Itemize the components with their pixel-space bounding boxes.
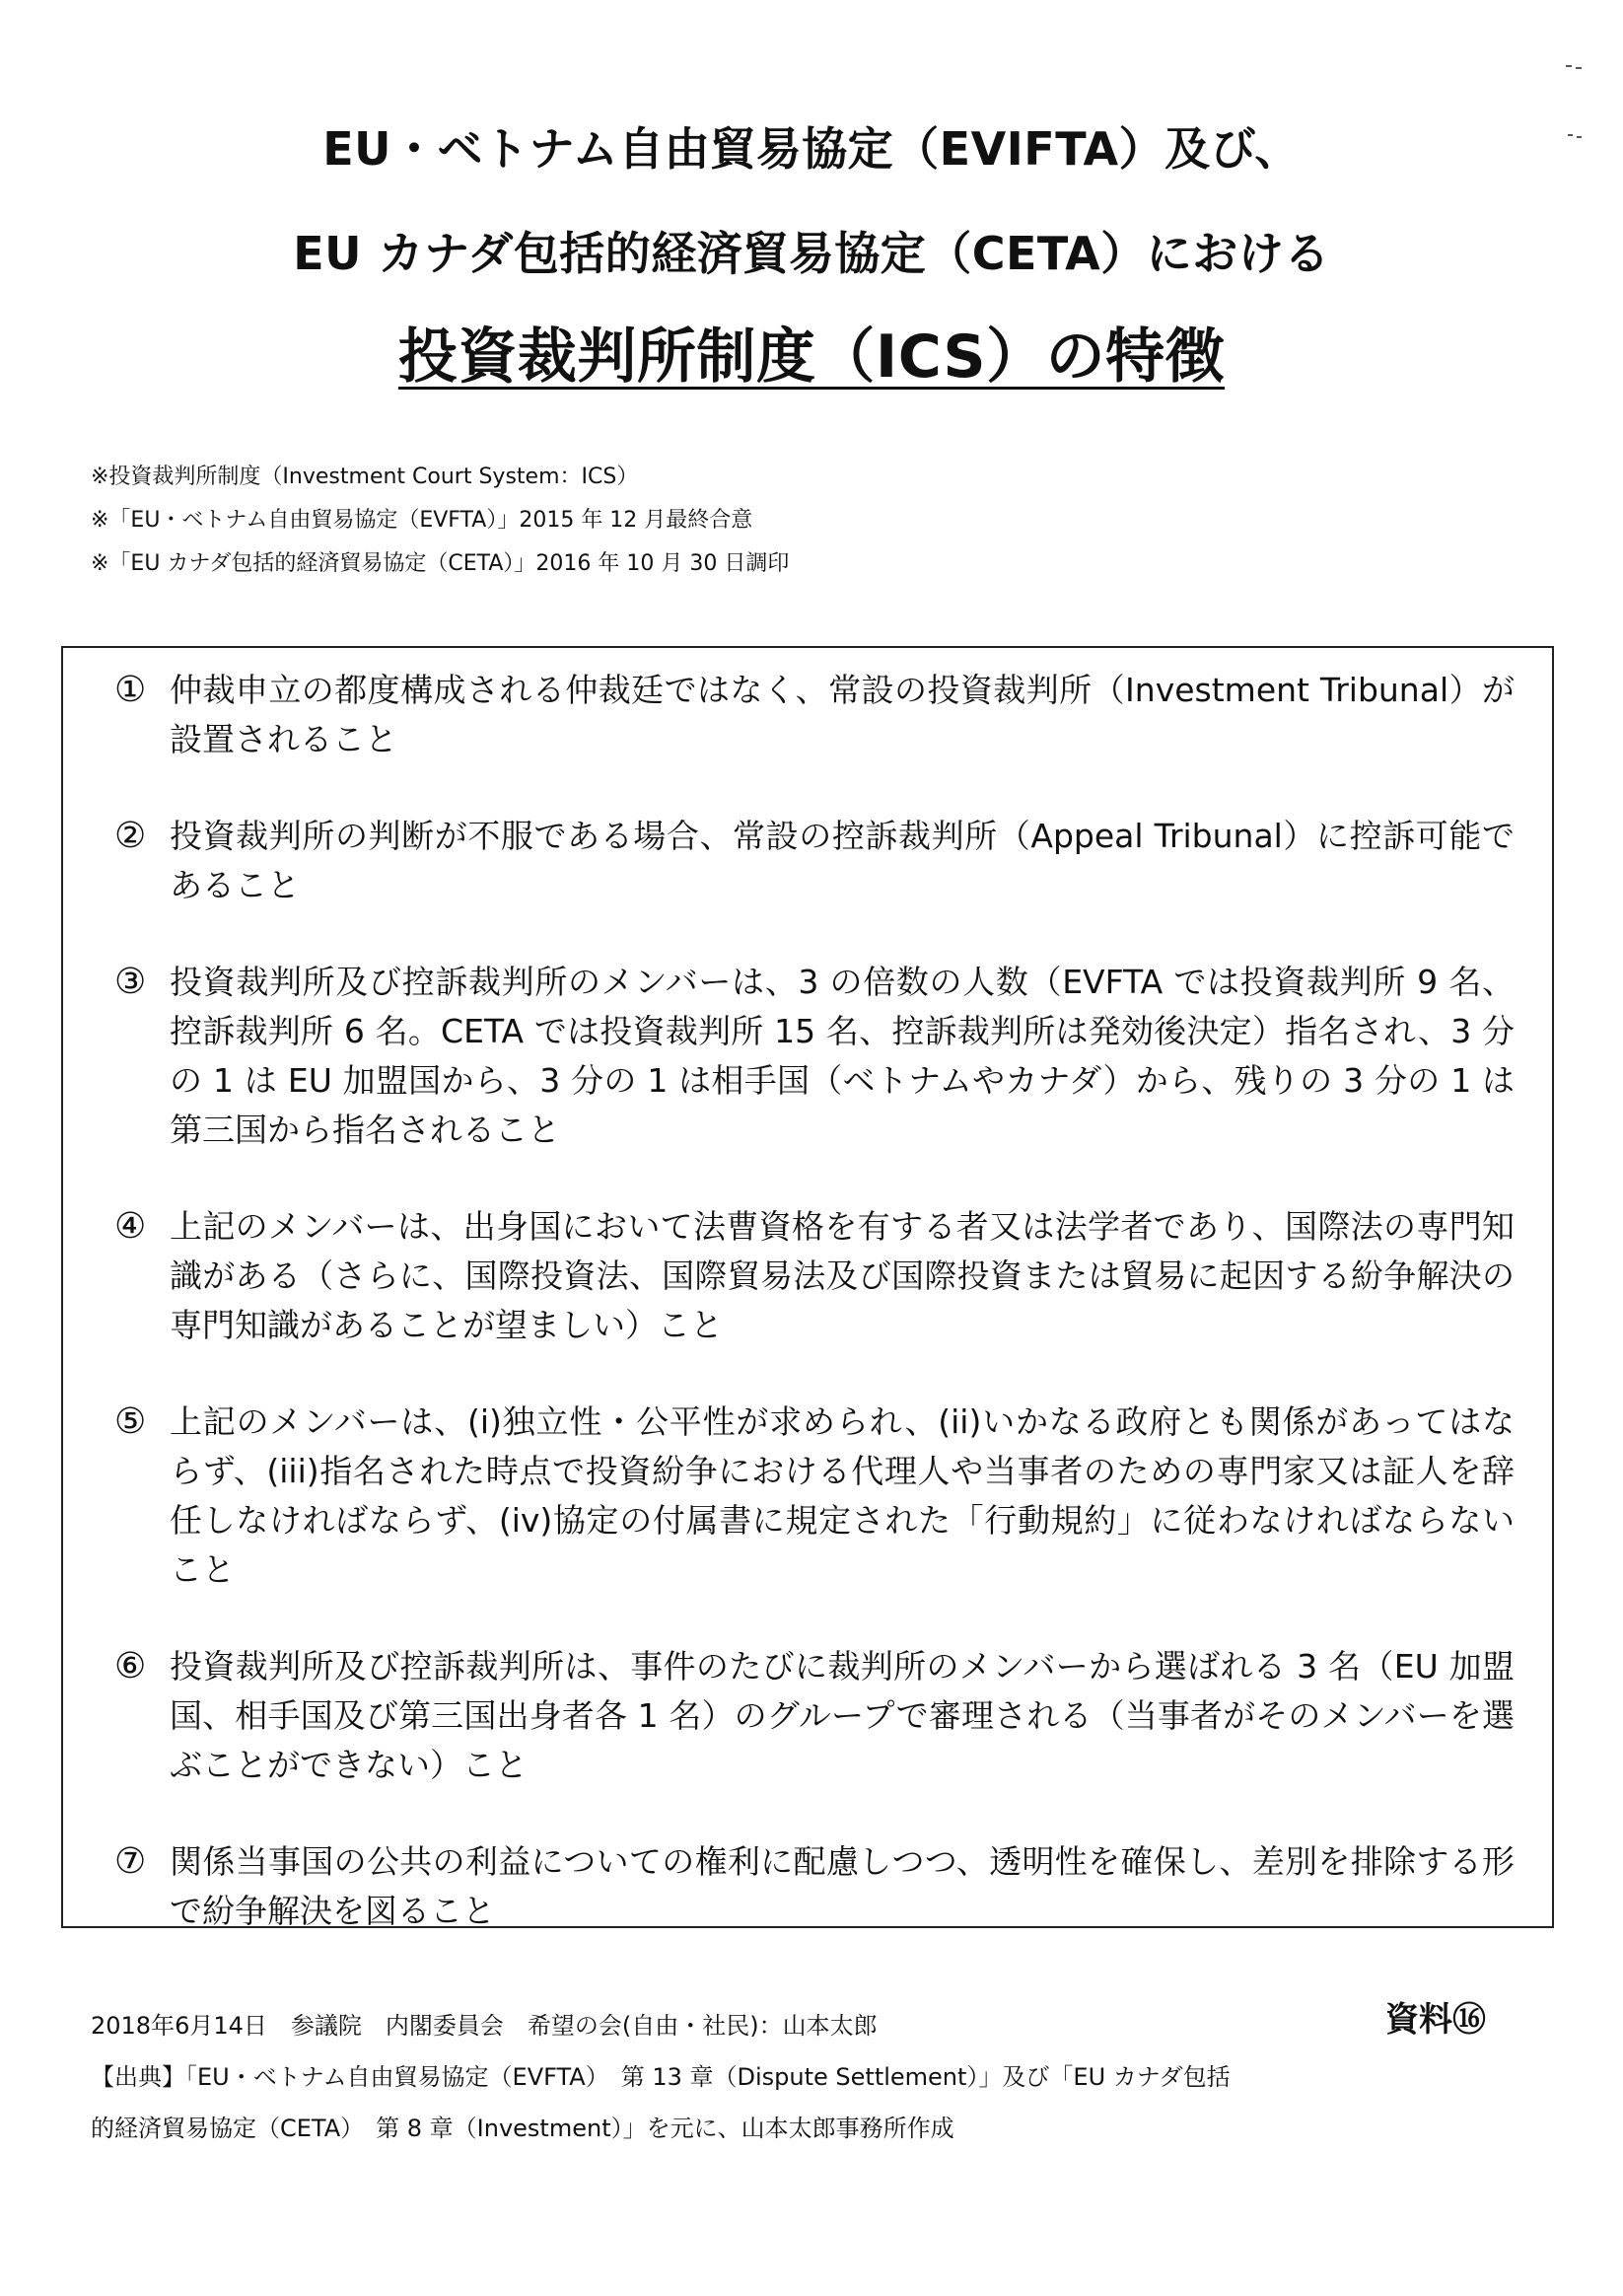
footer-date-line: 2018年6月14日 参議院 内閣委員会 希望の会(自由・社民)：山本太郎 bbox=[91, 2012, 878, 2040]
item-number: ② bbox=[114, 816, 147, 856]
item-number: ⑥ bbox=[114, 1646, 147, 1686]
main-title: 投資裁判所制度（ICS）の特徴 bbox=[397, 323, 1226, 392]
feature-item-5 bbox=[114, 1398, 1515, 1595]
notes bbox=[91, 456, 789, 586]
feature-item-2 bbox=[114, 812, 1515, 910]
footer bbox=[91, 2000, 1373, 2154]
feature-item-1 bbox=[114, 666, 1515, 764]
note-ceta: ※「EU カナダ包括的経済貿易協定（CETA）」2016 年 10 月 30 日調印 bbox=[91, 551, 790, 576]
title-line-2: EU カナダ包括的経済貿易協定（CETA）における bbox=[293, 227, 1330, 280]
item-text: 投資裁判所及び控訴裁判所は、事件のたびに裁判所のメンバーから選ばれる 3 名（EU 加盟国、相手国及び第三国出身者各 1 名）のグループで審理される（当事者がそのメンバーを選ぶことができない）こと bbox=[170, 1647, 1515, 1784]
feature-item-3 bbox=[114, 958, 1515, 1155]
feature-item-7 bbox=[114, 1837, 1515, 1936]
item-number: ① bbox=[114, 670, 147, 710]
title-block bbox=[0, 118, 1623, 392]
item-number: ④ bbox=[114, 1206, 147, 1247]
feature-item-4 bbox=[114, 1202, 1515, 1350]
features-box bbox=[61, 646, 1554, 1928]
item-number: ⑤ bbox=[114, 1401, 147, 1442]
item-text: 投資裁判所の判断が不服である場合、常設の控訴裁判所（Appeal Tribunal）に控訴可能であること bbox=[170, 817, 1515, 904]
document-label: 資料⑯ bbox=[1385, 2000, 1486, 2040]
footer-source-line-2: 的経済貿易協定（CETA） 第 8 章（Investment）」を元に、山本太郎事務所作成 bbox=[91, 2115, 954, 2142]
note-ics: ※投資裁判所制度（Investment Court System：ICS） bbox=[91, 465, 639, 489]
item-text: 関係当事国の公共の利益についての権利に配慮しつつ、透明性を確保し、差別を排除する形で紛争解決を図ること bbox=[170, 1842, 1515, 1930]
item-number: ③ bbox=[114, 962, 147, 1002]
note-evfta: ※「EU・ベトナム自由貿易協定（EVFTA）」2015 年 12 月最終合意 bbox=[91, 508, 753, 533]
item-number: ⑦ bbox=[114, 1841, 147, 1882]
item-text: 上記のメンバーは、(i)独立性・公平性が求められ、(ii)いかなる政府とも関係があってはならず、(iii)指名された時点で投資紛争における代理人や当事者のための専門家又は証人を辞任しなければならず、(iv)協定の付属書に規定された「行動規約」に従わなければならないこと bbox=[170, 1402, 1515, 1589]
footer-source-line-1: 【出典】「EU・ベトナム自由貿易協定（EVFTA） 第 13 章（Dispute Settlement）」及び「EU カナダ包括 bbox=[91, 2063, 1231, 2091]
feature-item-6 bbox=[114, 1642, 1515, 1790]
features-list bbox=[114, 666, 1515, 1983]
item-text: 仲裁申立の都度構成される仲裁廷ではなく、常設の投資裁判所（Investment Tribunal）が設置されること bbox=[170, 671, 1515, 758]
item-text: 上記のメンバーは、出身国において法曹資格を有する者又は法学者であり、国際法の専門知識がある（さらに、国際投資法、国際貿易法及び国際投資または貿易に起因する紛争解決の専門知識があることが望ましい）こと bbox=[170, 1207, 1516, 1344]
item-text: 投資裁判所及び控訴裁判所のメンバーは、3 の倍数の人数（EVFTA では投資裁判所 9 名、控訴裁判所 6 名。CETA では投資裁判所 15 名、控訴裁判所は発効後決定）指名され、3 分の 1 は EU 加盟国から、3 分の 1 は相手国（ベトナムやカナダ）から、残りの 3 分の 1 は第三国から指名されること bbox=[170, 963, 1515, 1149]
title-line-1: EU・ベトナム自由貿易協定（EVIFTA）及び、 bbox=[322, 122, 1301, 176]
